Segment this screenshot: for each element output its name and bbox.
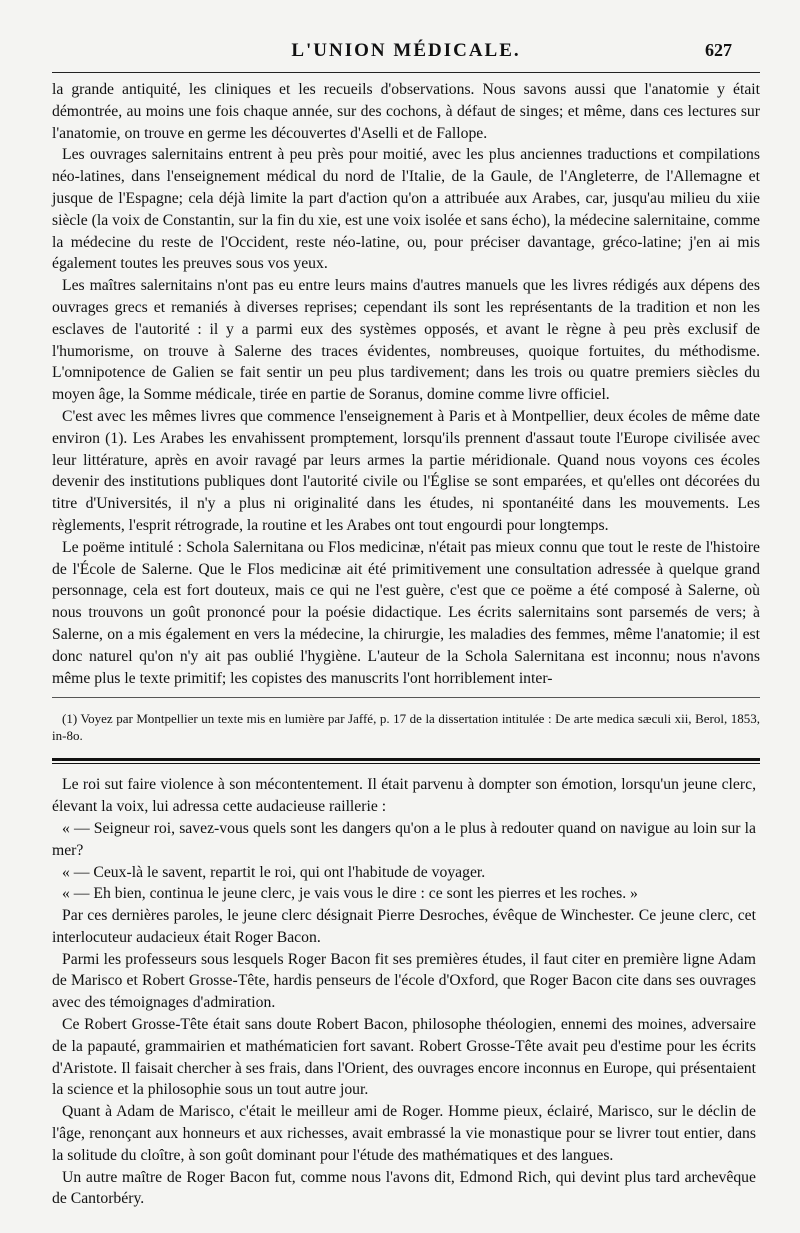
- paragraph: Le roi sut faire violence à son mécontentement. Il était parvenu à dompter son émotion, lorsqu'un jeune clerc, élevant la voix, lui adressa cette audacieuse raillerie :: [52, 776, 756, 816]
- header-rule: [52, 72, 760, 73]
- paragraph: Les ouvrages salernitains entrent à peu près pour moitié, avec les plus anciennes traductions et compilations néo-latines, dans l'enseignement médical du nord de l'Italie, de la Gaule, de l'Angleterre, de l'Allemagne et jusque de l'Espagne; cela déjà limite la part d'action qu'on a attribuée aux Arabes, car, jusqu'au milieu du xiie siècle (la voix de Constantin, sur la fin du xie, est une voix isolée et sans écho), la médecine salernitaine, comme la médecine du reste de l'Occident, reste néo-latine, ou, pour préciser davantage, gréco-latine; j'en ai mis également toutes les preuves sous vos yeux.: [52, 146, 760, 273]
- feuilleton-roger-bacon: [52, 774, 760, 1210]
- paragraph: « — Seigneur roi, savez-vous quels sont les dangers qu'on a le plus à redouter quand on navigue au loin sur la mer?: [52, 819, 756, 859]
- paragraph: la grande antiquité, les cliniques et les recueils d'observations. Nous savons aussi que l'anatomie y était démontrée, au moins une fois chaque année, sur des cochons, à défaut de singes; et même, dans ces lectures sur l'anatomie, on trouve en germe les découvertes d'Aselli et de Fallope.: [52, 81, 760, 142]
- footnote: (1) Voyez par Montpellier un texte mis en lumière par Jaffé, p. 17 de la dissertation intitulée : De arte medica sæculi xii, Berol, 1853, in-8o.: [52, 711, 760, 744]
- footnote-rule: [52, 697, 760, 698]
- paragraph: Parmi les professeurs sous lesquels Roger Bacon fit ses premières études, il faut citer en première ligne Adam de Marisco et Robert Grosse-Tête, hardis penseurs de l'école d'Oxford, que Roger Bacon cite dans ses ouvrages avec des témoignages d'admiration.: [52, 950, 756, 1012]
- paragraph: « — Eh bien, continua le jeune clerc, je vais vous le dire : ce sont les pierres et les roches. »: [62, 885, 638, 903]
- page-header: [52, 40, 760, 70]
- feuilleton-divider: [52, 758, 760, 761]
- paragraph: Le poëme intitulé : Schola Salernitana ou Flos medicinæ, n'était pas mieux connu que tout le reste de l'histoire de l'École de Salerne. Que le Flos medicinæ ait été primitivement une consultation adressée à quelque grand personnage, cela est fort douteux, mais ce qui ne l'est guère, c'est que ce poëme a été composé à Salerne, où nous trouvons un goût prononcé pour la poésie didactique. Les écrits salernitains sont parsemés de vers; à Salerne, on a mis également en vers la médecine, la chirurgie, les maladies des femmes, même l'anatomie; il est donc naturel qu'on n'y ait pas oublié l'hygiène. L'auteur de la Schola Salernitana est inconnu; nous n'avons même plus le texte primitif; les copistes des manuscrits l'ont horriblement inter-: [52, 538, 760, 687]
- paragraph: C'est avec les mêmes livres que commence l'enseignement à Paris et à Montpellier, deux écoles de même date environ (1). Les Arabes les envahissent promptement, lorsqu'ils prennent d'assaut toute l'Europe civilisée avec leur littérature, après en avoir ravagé par leurs armes la partie méridionale. Quand nous voyons ces écoles devenir des institutions publiques dont l'autorité civile ou l'Église se sont emparées, et qu'elles ont décorées du titre d'Universités, il n'y a plus ni originalité dans les études, ni spontanéité dans les mouvements. Les règlements, l'esprit rétrograde, la routine et les Arabes ont tout engourdi pour longtemps.: [52, 407, 760, 534]
- page-number: 627: [705, 40, 732, 60]
- paragraph: Un autre maître de Roger Bacon fut, comme nous l'avons dit, Edmond Rich, qui devint plus tard archevêque de Cantorbéry.: [52, 1168, 756, 1208]
- paragraph: Par ces dernières paroles, le jeune clerc désignait Pierre Desroches, évêque de Winchester. Ce jeune clerc, cet interlocuteur audacieux était Roger Bacon.: [52, 907, 756, 946]
- paragraph: Quant à Adam de Marisco, c'était le meilleur ami de Roger. Homme pieux, éclairé, Marisco, sur le déclin de l'âge, renonçant aux honneurs et aux richesses, avait embrassé la vie monastique pour se livrer tout entier, dans la solitude du cloître, à son goût dominant pour l'étude des mathématiques et des langues.: [52, 1103, 756, 1164]
- paragraph: Ce Robert Grosse-Tête était sans doute Robert Bacon, philosophe théologien, ennemi des moines, adversaire de la papauté, grammairien et mathématicien fort savant. Robert Grosse-Tête avait peu d'estime pour les écrits d'Aristote. Il faisait chercher à ses frais, dans l'Orient, des ouvrages encore inconnus en Europe, qui présentaient la science et la philosophie sous un tout autre jour.: [52, 1016, 756, 1099]
- journal-title: L'UNION MÉDICALE.: [291, 40, 521, 61]
- paragraph: « — Ceux-là le savent, repartit le roi, qui ont l'habitude de voyager.: [62, 863, 486, 881]
- feuilleton-divider-thin: [52, 763, 760, 764]
- article-salerne: [52, 79, 760, 689]
- paragraph: Les maîtres salernitains n'ont pas eu entre leurs mains d'autres manuels que les livres rédigés aux dépens des ouvrages grecs et remaniés à diverses reprises; cependant ils sont les représentants de la tradition et non les esclaves de l'autorité : il y a parmi eux des systèmes opposés, et avant le règne à peu près exclusif de l'humorisme, on trouve à Salerne des traces évidentes, nombreuses, quoique fortuites, du méthodisme. L'omnipotence de Galien se fait sentir un peu plus tardivement; dans les trois ou quatre premiers siècles du moyen âge, la Somme médicale, tirée en partie de Soranus, domine comme livre officiel.: [52, 277, 760, 404]
